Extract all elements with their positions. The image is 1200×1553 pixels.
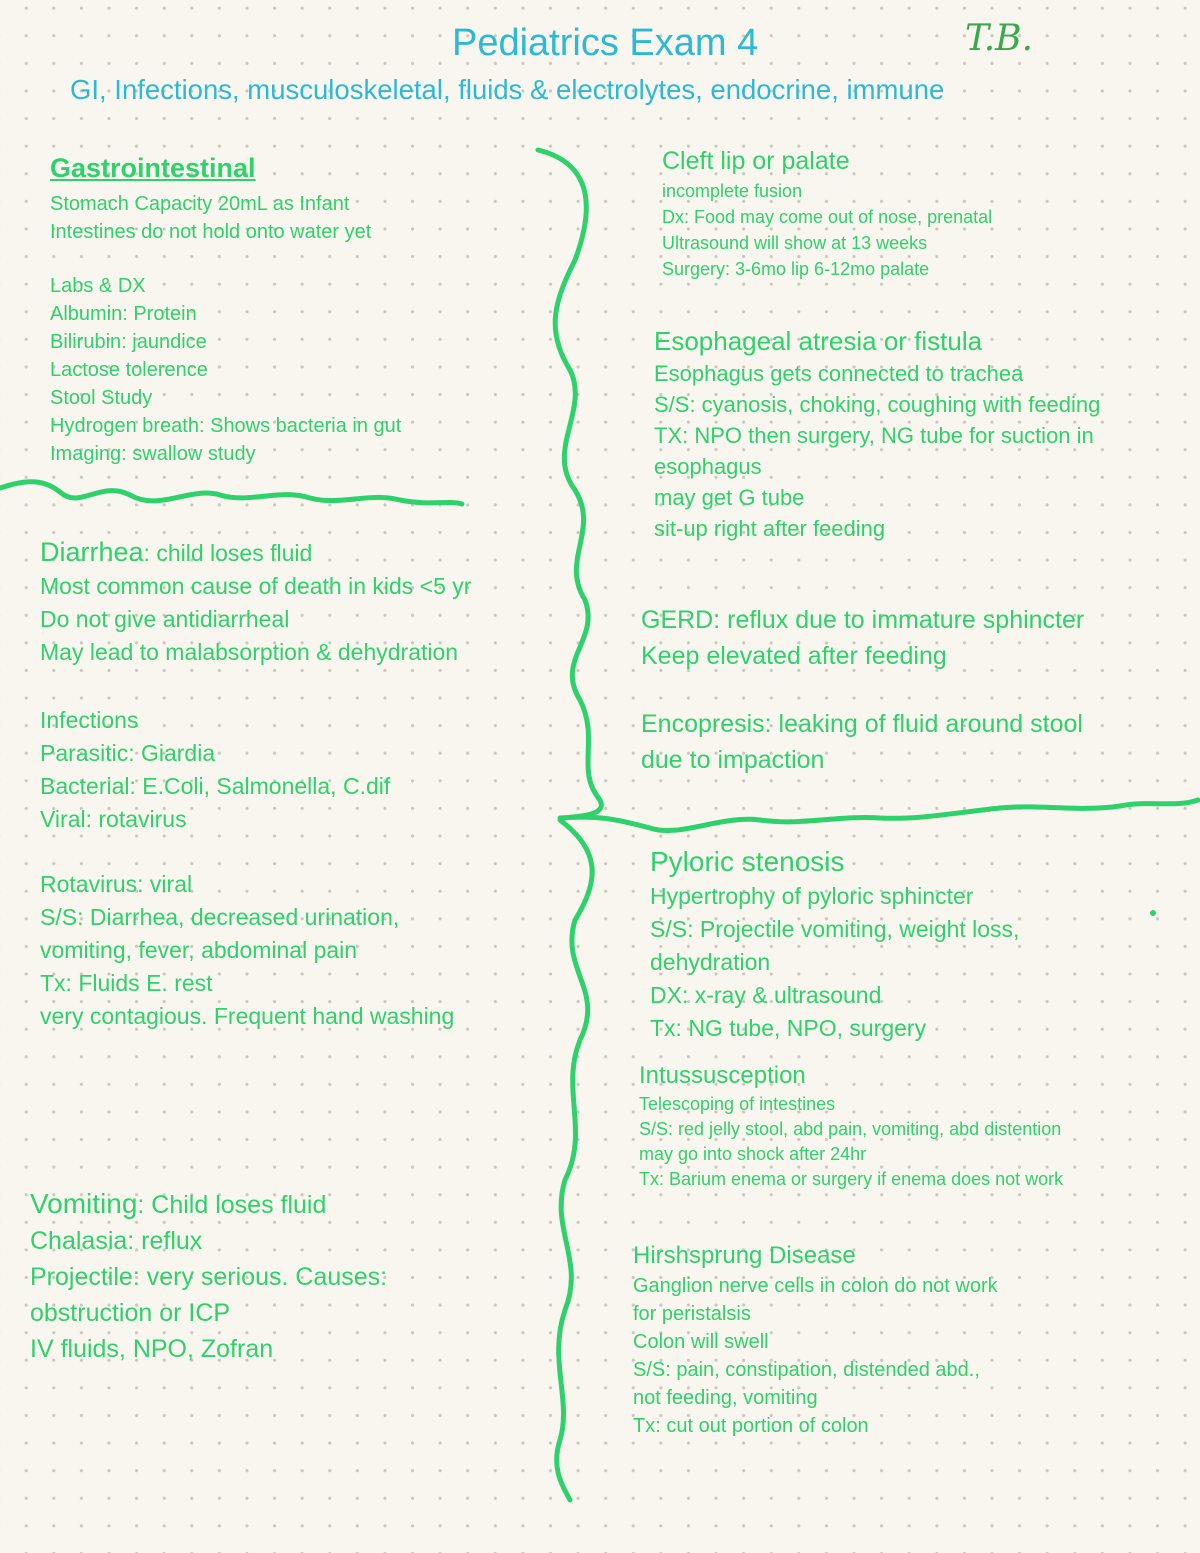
esophageal-line: S/S: cyanosis, choking, coughing with feeding [654, 392, 1101, 417]
infections-line: Infections [40, 707, 139, 733]
gastrointestinal-heading: Gastrointestinal [50, 153, 256, 183]
infections-line: Viral: rotavirus [40, 806, 187, 832]
ink-dot [1150, 910, 1156, 916]
intussusception-line: S/S: red jelly stool, abd pain, vomiting, abd distention [639, 1119, 1062, 1139]
gerd-line: Keep elevated after feeding [641, 642, 947, 670]
hirschsprung-line: Tx: cut out portion of colon [633, 1415, 869, 1437]
cleft-line: Dx: Food may come out of nose, prenatal [662, 207, 993, 227]
rotavirus-line: very contagious. Frequent hand washing [40, 1003, 455, 1029]
hirschsprung-heading: Hirshsprung Disease [633, 1242, 856, 1269]
labs-line: Hydrogen breath: Shows bacteria in gut [50, 415, 402, 437]
vomiting-section [30, 1186, 387, 1367]
diarrhea-line: May lead to malabsorption & dehydration [40, 639, 459, 665]
diarrhea-heading [40, 536, 471, 570]
intussusception-line: may go into shock after 24hr [639, 1144, 867, 1164]
labs-line: Lactose tolerence [50, 359, 208, 381]
hirschsprung-line: not feeding, vomiting [633, 1387, 818, 1409]
hirschsprung-section [633, 1240, 998, 1440]
esophageal-line: Esophagus gets connected to trachea [654, 361, 1024, 386]
labs-line: Bilirubin: jaundice [50, 331, 207, 353]
encopresis-section [641, 706, 1083, 778]
esophageal-section [654, 324, 1100, 544]
rotavirus-line: vomiting, fever, abdominal pain [40, 937, 358, 963]
diarrhea-line: Do not give antidiarrheal [40, 606, 290, 632]
vomiting-title: Vomiting [30, 1188, 138, 1219]
labs-dx-section [50, 272, 401, 468]
cleft-section [662, 144, 992, 282]
diarrhea-title: Diarrhea [40, 537, 144, 567]
esophageal-line: sit-up right after feeding [654, 516, 886, 541]
labs-line: Albumin: Protein [50, 303, 197, 325]
pyloric-heading: Pyloric stenosis [650, 846, 845, 877]
page-title: Pediatrics Exam 4 [452, 22, 759, 64]
vomiting-line: Projectile: very serious. Causes: [30, 1263, 388, 1291]
gastrointestinal-section [50, 155, 371, 246]
vomiting-title-rest: : Child loses fluid [137, 1191, 327, 1219]
diarrhea-line: Most common cause of death in kids <5 yr [40, 573, 472, 599]
pyloric-line: dehydration [650, 949, 771, 975]
diarrhea-section [40, 536, 471, 669]
gi-line: Intestines do not hold onto water yet [50, 221, 372, 243]
rotavirus-line: Tx: Fluids E. rest [40, 970, 213, 996]
labs-line: Stool Study [50, 387, 153, 409]
gerd-line: GERD: reflux due to immature sphincter [641, 606, 1085, 634]
left-horizontal-divider [0, 482, 462, 504]
esophageal-line: may get G tube [654, 485, 805, 510]
intussusception-line: Telescoping of intestines [639, 1094, 836, 1114]
right-horizontal-divider [560, 800, 1198, 831]
hirschsprung-line: S/S: pain, constipation, distended abd., [633, 1359, 980, 1381]
pyloric-section [650, 844, 1019, 1045]
hirschsprung-line: for peristalsis [633, 1303, 751, 1325]
page-subtitle: GI, Infections, musculoskeletal, fluids & electrolytes, endocrine, immune [70, 74, 945, 105]
infections-line: Bacterial: E.Coli, Salmonella, C.dif [40, 773, 391, 799]
encopresis-line: Encopresis: leaking of fluid around stool [641, 710, 1083, 738]
labs-line: Imaging: swallow study [50, 443, 256, 465]
pyloric-line: DX: x-ray & ultrasound [650, 982, 882, 1008]
infections-line: Parasitic: Giardia [40, 740, 216, 766]
pyloric-line: Hypertrophy of pyloric sphincter [650, 883, 974, 909]
rotavirus-line: Rotavirus: viral [40, 871, 193, 897]
hirschsprung-line: Ganglion nerve cells in colon do not work [633, 1275, 998, 1297]
labs-line: Labs & DX [50, 275, 146, 297]
vomiting-heading [30, 1186, 387, 1223]
gerd-section [641, 602, 1084, 674]
intussusception-line: Tx: Barium enema or surgery if enema does not work [639, 1169, 1064, 1189]
cleft-line: Ultrasound will show at 13 weeks [662, 233, 928, 253]
esophageal-heading: Esophageal atresia or fistula [654, 326, 983, 356]
encopresis-line: due to impaction [641, 746, 825, 774]
hirschsprung-line: Colon will swell [633, 1331, 769, 1353]
cleft-line: incomplete fusion [662, 181, 803, 201]
cleft-line: Surgery: 3-6mo lip 6-12mo palate [662, 259, 930, 279]
intussusception-heading: Intussusception [639, 1062, 806, 1089]
rotavirus-section [40, 868, 454, 1033]
intussusception-section [639, 1060, 1063, 1192]
infections-section [40, 704, 390, 836]
cleft-heading: Cleft lip or palate [662, 147, 850, 175]
vomiting-line: Chalasia: reflux [30, 1227, 203, 1255]
esophageal-line: TX: NPO then surgery, NG tube for suction in [654, 423, 1094, 448]
pyloric-line: S/S: Projectile vomiting, weight loss, [650, 916, 1020, 942]
vomiting-line: obstruction or ICP [30, 1299, 231, 1327]
diarrhea-title-rest: : child loses fluid [143, 540, 313, 566]
esophageal-line: esophagus [654, 454, 762, 479]
vertical-divider [538, 150, 601, 1500]
pyloric-line: Tx: NG tube, NPO, surgery [650, 1015, 927, 1041]
rotavirus-line: S/S: Diarrhea, decreased urination, [40, 904, 400, 930]
gi-line: Stomach Capacity 20mL as Infant [50, 193, 350, 215]
vomiting-line: IV fluids, NPO, Zofran [30, 1335, 274, 1363]
author-initials: T.B. [965, 18, 1034, 59]
